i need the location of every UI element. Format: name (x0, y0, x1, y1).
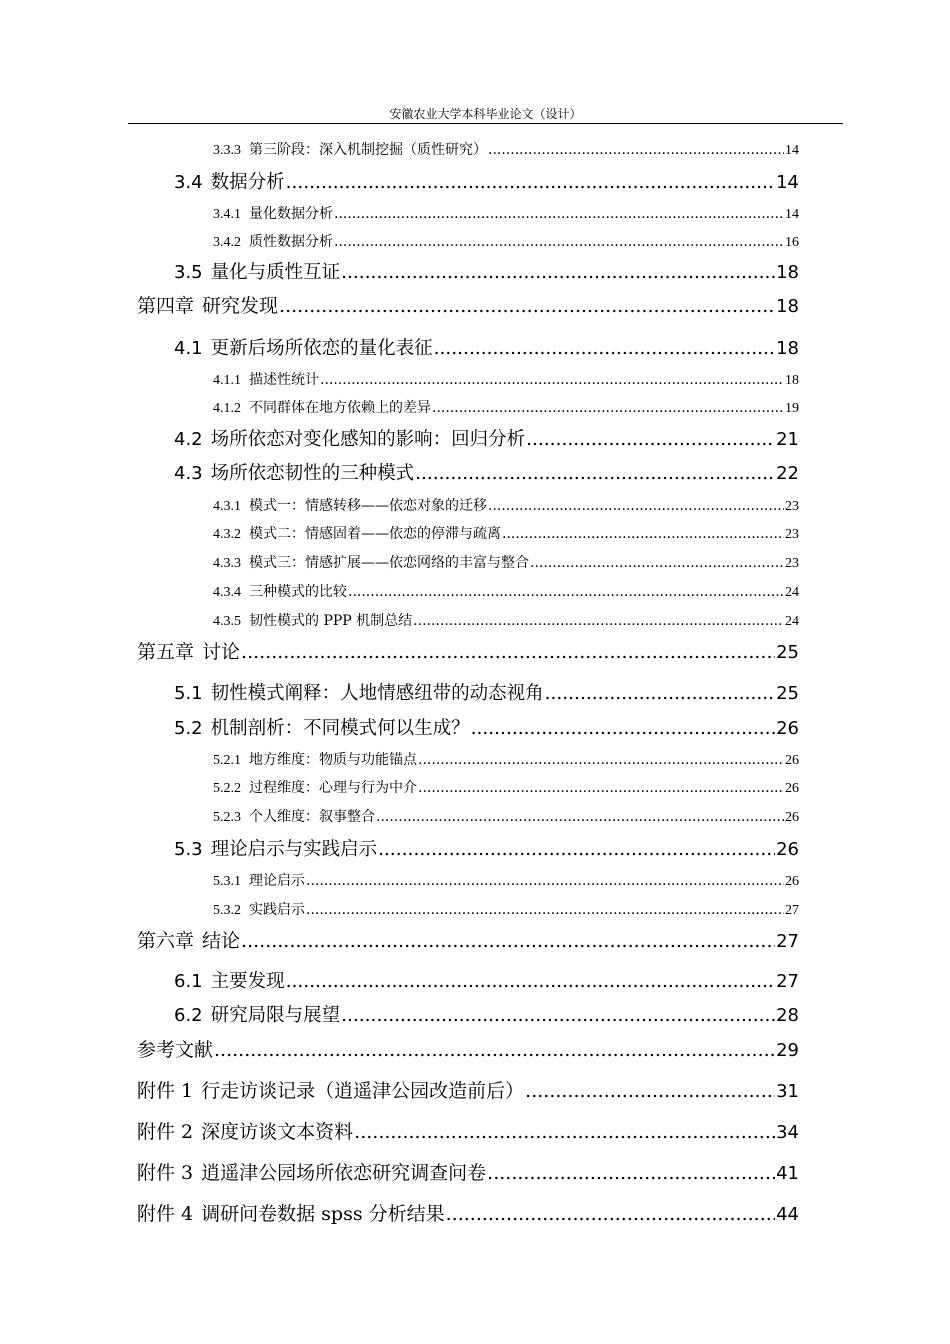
toc-dot-leader (286, 971, 775, 992)
toc-dot-leader (488, 498, 784, 514)
toc-entry[interactable] (213, 203, 799, 223)
toc-entry-number: 附件 4 (137, 1203, 194, 1225)
toc-entry-number: 3.4 (174, 172, 203, 193)
toc-entry-page-number: 26 (785, 781, 799, 796)
toc-dot-leader (488, 142, 784, 158)
toc-entry-page-number: 21 (776, 429, 799, 450)
toc-entry[interactable] (174, 334, 799, 360)
toc-entry-number: 附件 1 (137, 1080, 194, 1102)
toc-entry-title: 更新后场所依恋的量化表征 (210, 338, 433, 359)
toc-entry-page-number: 27 (776, 971, 799, 992)
toc-entry-number: 5.3 (174, 839, 203, 860)
toc-entry-title: 过程维度：心理与行为中介 (249, 780, 417, 796)
toc-dot-leader (471, 718, 775, 739)
toc-entry-number: 3.4.2 (213, 235, 241, 250)
toc-entry-page-number: 18 (776, 262, 799, 283)
toc-entry-page-number: 26 (785, 810, 799, 825)
toc-dot-leader (241, 641, 775, 663)
toc-entry-title: 模式一：情感转移——依恋对象的迁移 (249, 498, 487, 514)
toc-entry-number: 5.1 (174, 683, 203, 704)
toc-entry-page-number: 44 (776, 1204, 799, 1225)
toc-entry-page-number: 23 (785, 556, 799, 571)
toc-entry-page-number: 27 (776, 931, 799, 952)
toc-entry-page-number: 26 (776, 718, 799, 739)
toc-entry-page-number: 26 (785, 753, 799, 768)
toc-entry[interactable] (137, 1199, 799, 1225)
toc-entry[interactable] (213, 552, 799, 572)
toc-entry-number: 5.3.1 (213, 874, 241, 889)
toc-dot-leader (434, 338, 775, 359)
toc-entry-number: 6.2 (174, 1005, 203, 1026)
toc-entry-page-number: 31 (776, 1081, 799, 1102)
toc-dot-leader (334, 206, 784, 222)
running-header: 安徽农业大学本科毕业论文（设计） (389, 107, 582, 121)
toc-entry-title: 三种模式的比较 (249, 584, 347, 600)
toc-entry-number: 附件 3 (137, 1162, 194, 1184)
toc-entry-number: 4.3.3 (213, 556, 241, 571)
toc-dot-leader (487, 1162, 775, 1184)
toc-entry-page-number: 34 (776, 1122, 799, 1143)
toc-entry-title: 质性数据分析 (249, 234, 333, 250)
toc-entry[interactable] (137, 1158, 799, 1184)
toc-entry-number: 5.2.2 (213, 781, 241, 796)
toc-entry-title: 深度访谈文本资料 (201, 1121, 354, 1143)
toc-entry[interactable] (213, 581, 799, 601)
toc-entry-title: 描述性统计 (249, 372, 319, 388)
toc-entry-number: 6.1 (174, 971, 203, 992)
toc-entry[interactable] (213, 495, 799, 515)
toc-entry[interactable] (174, 835, 799, 861)
toc-dot-leader (376, 809, 784, 825)
toc-entry-title: 机制剖析：不同模式何以生成？ (210, 718, 470, 739)
toc-dot-leader (418, 752, 784, 768)
toc-entry-title: 地方维度：物质与功能锚点 (249, 752, 417, 768)
toc-entry[interactable] (174, 967, 799, 993)
toc-entry-number: 3.4.1 (213, 207, 241, 222)
toc-entry-title: 模式二：情感固着——依恋的停滞与疏离 (249, 526, 501, 542)
toc-entry-page-number: 18 (776, 338, 799, 359)
toc-entry[interactable] (213, 523, 799, 543)
toc-entry-number: 5.3.2 (213, 903, 241, 918)
toc-entry[interactable] (137, 1117, 799, 1143)
toc-entry-title: 个人维度：叙事整合 (249, 809, 375, 825)
toc-dot-leader (341, 1005, 775, 1026)
toc-entry-page-number: 26 (785, 874, 799, 889)
toc-entry-title: 理论启示与实践启示 (210, 839, 378, 860)
toc-entry-number: 3.5 (174, 262, 203, 283)
toc-entry-number: 4.1.1 (213, 373, 241, 388)
toc-entry-page-number: 41 (776, 1163, 799, 1184)
toc-dot-leader (415, 463, 775, 484)
toc-entry-title: 第三阶段：深入机制挖掘（质性研究） (249, 142, 487, 158)
toc-entry-page-number: 14 (785, 207, 799, 222)
toc-dot-leader (413, 613, 784, 629)
toc-entry[interactable] (174, 258, 799, 284)
toc-entry-title: 讨论 (202, 641, 241, 663)
toc-entry-title: 实践启示 (249, 902, 305, 918)
toc-entry-number: 第五章 (137, 641, 195, 663)
toc-dot-leader (279, 295, 775, 317)
toc-entry-page-number: 22 (776, 463, 799, 484)
toc-dot-leader (348, 584, 784, 600)
toc-entry-title: 研究发现 (202, 295, 279, 317)
toc-entry[interactable] (213, 397, 799, 417)
toc-entry-number: 4.1.2 (213, 401, 241, 416)
toc-entry[interactable] (213, 777, 799, 797)
toc-entry-title: 量化数据分析 (249, 206, 333, 222)
toc-entry-number: 4.2 (174, 429, 203, 450)
toc-entry[interactable] (137, 926, 799, 952)
toc-dot-leader (306, 873, 784, 889)
toc-entry-number: 4.3.2 (213, 527, 241, 542)
toc-entry-number: 第六章 (137, 930, 195, 952)
toc-dot-leader (526, 429, 775, 450)
toc-entry-number: 5.2.3 (213, 810, 241, 825)
toc-dot-leader (545, 683, 775, 704)
toc-entry-title: 研究局限与展望 (210, 1005, 341, 1026)
toc-entry[interactable] (174, 679, 799, 705)
toc-entry-page-number: 27 (785, 903, 799, 918)
toc-entry[interactable] (213, 870, 799, 890)
toc-entry-title: 逍遥津公园场所依恋研究调查问卷 (201, 1162, 487, 1184)
toc-entry-page-number: 24 (785, 585, 799, 600)
toc-entry-page-number: 25 (776, 642, 799, 663)
toc-dot-leader (241, 930, 775, 952)
toc-entry-number: 第四章 (137, 295, 195, 317)
toc-entry-title: 量化与质性互证 (210, 262, 341, 283)
toc-entry[interactable] (213, 231, 799, 251)
toc-entry-number: 4.3.4 (213, 585, 241, 600)
toc-entry[interactable] (137, 1076, 799, 1102)
toc-entry-page-number: 23 (785, 527, 799, 542)
toc-entry[interactable] (137, 637, 799, 663)
toc-entry-number: 4.3 (174, 463, 203, 484)
toc-entry-title: 参考文献 (137, 1039, 214, 1061)
toc-dot-leader (286, 172, 775, 193)
toc-entry[interactable] (174, 425, 799, 451)
toc-dot-leader (354, 1121, 775, 1143)
toc-entry-title: 主要发现 (210, 971, 285, 992)
toc-dot-leader (502, 526, 784, 542)
toc-entry-page-number: 18 (776, 296, 799, 317)
toc-dot-leader (334, 234, 784, 250)
toc-entry-page-number: 25 (776, 683, 799, 704)
toc-entry-number: 5.2.1 (213, 753, 241, 768)
toc-entry-page-number: 18 (785, 373, 799, 388)
toc-dot-leader (446, 1203, 775, 1225)
toc-entry-title: 场所依恋韧性的三种模式 (210, 463, 415, 484)
toc-entry[interactable] (137, 1035, 799, 1061)
toc-entry-page-number: 19 (785, 401, 799, 416)
toc-entry-number: 5.2 (174, 718, 203, 739)
toc-entry-page-number: 23 (785, 499, 799, 514)
toc-entry-number: 4.1 (174, 338, 203, 359)
toc-dot-leader (306, 902, 784, 918)
toc-entry-page-number: 14 (785, 143, 799, 158)
toc-entry[interactable] (213, 139, 799, 159)
toc-entry[interactable] (213, 899, 799, 919)
toc-entry-page-number: 28 (776, 1005, 799, 1026)
toc-entry[interactable] (174, 459, 799, 485)
toc-dot-leader (378, 839, 775, 860)
toc-entry-page-number: 29 (776, 1040, 799, 1061)
toc-dot-leader (341, 262, 775, 283)
toc-entry[interactable] (213, 369, 799, 389)
toc-entry[interactable] (174, 168, 799, 194)
toc-entry-title: 韧性模式的 PPP 机制总结 (249, 613, 413, 629)
toc-entry-title: 行走访谈记录（逍遥津公园改造前后） (201, 1080, 525, 1102)
toc-entry[interactable] (137, 291, 799, 317)
toc-entry-title: 结论 (202, 930, 241, 952)
toc-entry-title: 调研问卷数据 spss 分析结果 (201, 1203, 445, 1225)
toc-dot-leader (432, 400, 784, 416)
toc-dot-leader (525, 1080, 775, 1102)
toc-entry-title: 场所依恋对变化感知的影响：回归分析 (210, 429, 526, 450)
toc-dot-leader (320, 372, 784, 388)
toc-entry-title: 韧性模式阐释：人地情感纽带的动态视角 (210, 683, 544, 704)
toc-entry-page-number: 24 (785, 614, 799, 629)
toc-entry-title: 理论启示 (249, 873, 305, 889)
toc-entry-page-number: 14 (776, 172, 799, 193)
toc-entry-page-number: 16 (785, 235, 799, 250)
toc-dot-leader (530, 555, 784, 571)
toc-entry-number: 附件 2 (137, 1121, 194, 1143)
toc-entry-title: 数据分析 (210, 172, 285, 193)
toc-entry[interactable] (213, 749, 799, 769)
toc-entry[interactable] (213, 806, 799, 826)
toc-entry-page-number: 26 (776, 839, 799, 860)
toc-entry-title: 不同群体在地方依赖上的差异 (249, 400, 431, 416)
toc-dot-leader (418, 780, 784, 796)
toc-entry-number: 4.3.5 (213, 614, 241, 629)
toc-entry[interactable] (174, 1001, 799, 1027)
toc-entry-number: 4.3.1 (213, 499, 241, 514)
toc-entry[interactable] (174, 714, 799, 740)
toc-entry-title: 模式三：情感扩展——依恋网络的丰富与整合 (249, 555, 529, 571)
toc-dot-leader (214, 1039, 775, 1061)
toc-entry-number: 3.3.3 (213, 143, 241, 158)
toc-entry[interactable] (213, 610, 799, 630)
